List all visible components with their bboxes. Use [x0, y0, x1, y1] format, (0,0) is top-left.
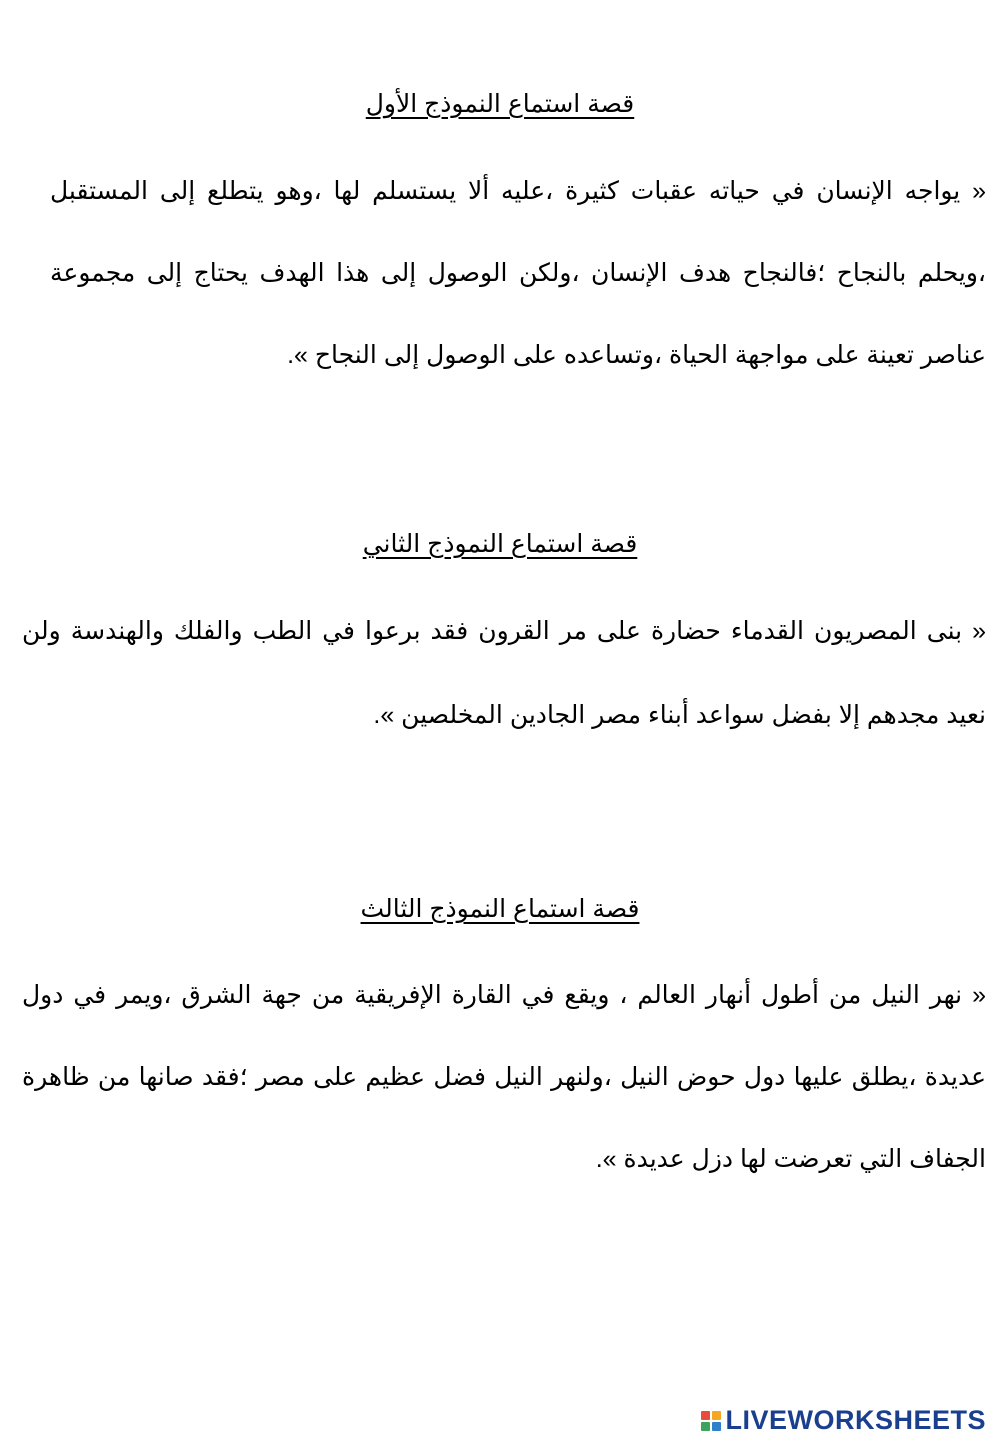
logo-square-blue [712, 1422, 721, 1431]
logo-square-orange [712, 1411, 721, 1420]
section-1-text: « يواجه الإنسان في حياته عقبات كثيرة ،عليه ألا يستسلم لها ،وهو يتطلع إلى المستقبل ،ويحلم بالنجاح ؛فالنجاح هدف الإنسان ،ولكن الوصول إلى هذا الهدف يحتاج إلى مجموعة عناصر تعينة على مواجهة الحياة ،وتساعده على الوصول إلى النجاح ». [50, 177, 986, 369]
section-3-text: « نهر النيل من أطول أنهار العالم ، ويقع في القارة الإفريقية من جهة الشرق ،ويمر في دول عديدة ،يطلق عليها دول حوض النيل ،ولنهر النيل فضل عظيم على مصر ؛فقد صانها من ظاهرة الجفاف التي تعرضت لها دزل عديدة ». [22, 981, 987, 1173]
section-2-text: « بنى المصريون القدماء حضارة على مر القرون فقد برعوا في الطب والفلك والهندسة ولن نعيد مجدهم إلا بفضل سواعد أبناء مصر الجادين المخلصين ». [22, 617, 986, 729]
logo-square-green [701, 1422, 710, 1431]
liveworksheets-logo-icon [701, 1411, 721, 1431]
section-2-title: قصة استماع النموذج الثاني [362, 530, 638, 558]
logo-square-red [701, 1411, 710, 1420]
liveworksheets-brand-text: LIVEWORKSHEETS [725, 1405, 986, 1435]
liveworksheets-logo [701, 1405, 986, 1436]
section-3-title: قصة استماع النموذج الثالث [360, 895, 640, 923]
section-1-title: قصة استماع النموذج الأول [365, 90, 635, 118]
